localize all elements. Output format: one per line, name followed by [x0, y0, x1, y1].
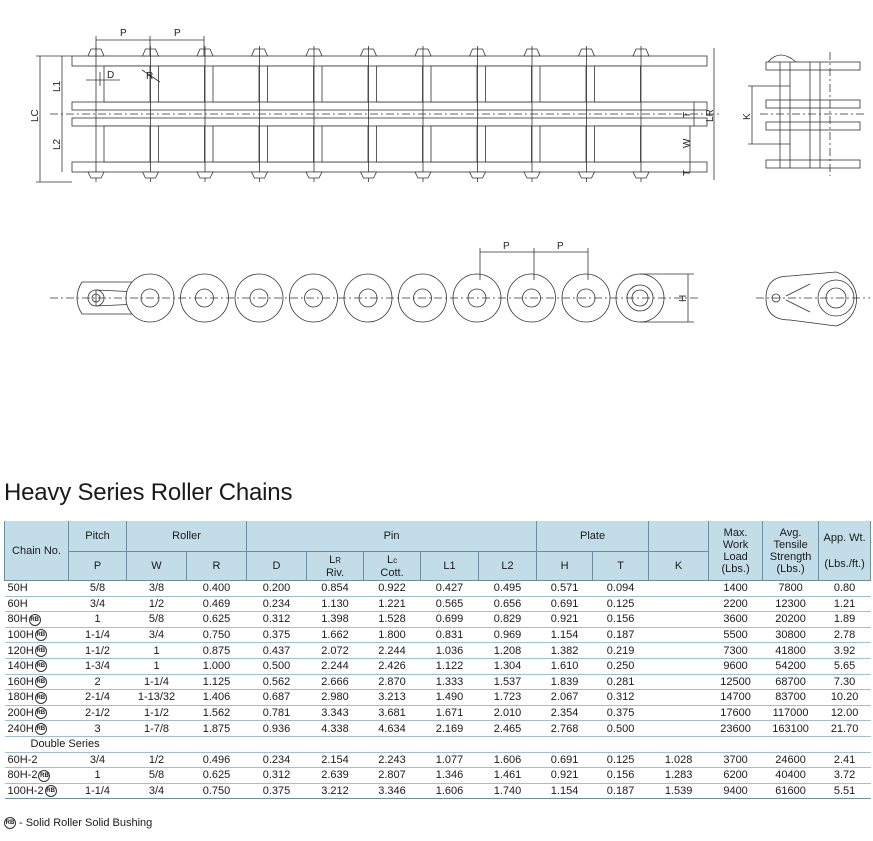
- table-cell: 1.221: [364, 596, 421, 612]
- table-cell: 41800: [763, 643, 819, 659]
- table-cell: 1.208: [479, 643, 537, 659]
- table-cell: 0.500: [247, 658, 307, 674]
- table-cell: 3.213: [364, 690, 421, 706]
- lr-label: LR: [705, 109, 716, 122]
- header-t: T: [593, 552, 649, 581]
- table-cell: 0.831: [421, 627, 479, 643]
- table-cell: 7800: [763, 581, 819, 597]
- table-cell: 3.212: [307, 783, 364, 799]
- rb-icon: RB: [35, 629, 47, 641]
- table-cell: 61600: [763, 783, 819, 799]
- table-cell: [649, 705, 709, 721]
- table-cell: 1.723: [479, 690, 537, 706]
- table-cell: 4.338: [307, 721, 364, 737]
- header-avg-tensile: Avg. Tensile Strength (Lbs.): [763, 521, 819, 581]
- table-row: [5, 752, 871, 768]
- chain-no-cell: 50H: [5, 581, 69, 597]
- table-cell: 83700: [763, 690, 819, 706]
- table-cell: 1/2: [127, 596, 187, 612]
- table-cell: 3: [69, 721, 127, 737]
- table-cell: 3/4: [69, 752, 127, 768]
- table-cell: 3/4: [69, 596, 127, 612]
- table-cell: 1.028: [649, 752, 709, 768]
- table-cell: 1.077: [421, 752, 479, 768]
- table-cell: 3700: [709, 752, 763, 768]
- table-cell: 0.427: [421, 581, 479, 597]
- table-row: [5, 705, 871, 721]
- table-cell: 10.20: [819, 690, 871, 706]
- header-chain-no: Chain No.: [5, 521, 69, 581]
- header-plate: Plate: [537, 521, 649, 552]
- table-cell: 1.671: [421, 705, 479, 721]
- table-cell: 1.398: [307, 612, 364, 628]
- rb-icon: RB: [35, 676, 47, 688]
- table-cell: 2.870: [364, 674, 421, 690]
- table-cell: 163100: [763, 721, 819, 737]
- table-cell: 0.495: [479, 581, 537, 597]
- header-lr: LR Riv.: [307, 552, 364, 581]
- pitch-label-2: P: [174, 28, 181, 39]
- rb-icon: RB: [35, 692, 47, 704]
- table-cell: 0.969: [479, 627, 537, 643]
- table-cell: 3/8: [127, 581, 187, 597]
- table-cell: 2200: [709, 596, 763, 612]
- d-label: D: [107, 70, 115, 81]
- section-label: Double Series: [5, 736, 871, 752]
- table-cell: 0.656: [479, 596, 537, 612]
- w-label: W: [682, 138, 693, 148]
- table-cell: 0.156: [593, 768, 649, 784]
- table-cell: 2.465: [479, 721, 537, 737]
- table-cell: 0.565: [421, 596, 479, 612]
- table-cell: 1.875: [187, 721, 247, 737]
- table-cell: 3.681: [364, 705, 421, 721]
- spec-table: [4, 521, 871, 799]
- header-app-wt: App. Wt. (Lbs./ft.): [819, 521, 871, 581]
- table-cell: 1.125: [187, 674, 247, 690]
- table-cell: 0.437: [247, 643, 307, 659]
- table-cell: 12300: [763, 596, 819, 612]
- table-cell: 12.00: [819, 705, 871, 721]
- table-row: [5, 674, 871, 690]
- legend-text: - Solid Roller Solid Bushing: [19, 817, 153, 829]
- table-cell: 1.839: [537, 674, 593, 690]
- table-cell: 0.687: [247, 690, 307, 706]
- header-l2: L2: [479, 552, 537, 581]
- table-row: [5, 658, 871, 674]
- header-pitch: Pitch: [69, 521, 127, 552]
- table-cell: 1.154: [537, 627, 593, 643]
- rb-icon: RB: [38, 770, 50, 782]
- header-l1: L1: [421, 552, 479, 581]
- table-cell: 1: [69, 768, 127, 784]
- table-cell: 0.496: [187, 752, 247, 768]
- table-cell: 2: [69, 674, 127, 690]
- header-k-group: [649, 521, 709, 552]
- table-cell: [649, 690, 709, 706]
- table-row: [5, 596, 871, 612]
- page-title: Heavy Series Roller Chains: [4, 479, 293, 506]
- table-cell: 0.125: [593, 596, 649, 612]
- chain-no-cell: 60H-2: [5, 752, 69, 768]
- table-cell: [649, 596, 709, 612]
- table-cell: 1-1/2: [127, 705, 187, 721]
- header-roller: Roller: [127, 521, 247, 552]
- table-cell: 0.400: [187, 581, 247, 597]
- header-k: K: [649, 552, 709, 581]
- table-cell: 1-1/4: [127, 674, 187, 690]
- table-cell: 0.936: [247, 721, 307, 737]
- table-cell: 0.156: [593, 612, 649, 628]
- table-row: [5, 581, 871, 597]
- table-cell: 2.169: [421, 721, 479, 737]
- table-cell: 1.800: [364, 627, 421, 643]
- rb-icon: RB: [45, 785, 57, 797]
- double-chain-end-view: [748, 52, 866, 176]
- table-cell: 1: [69, 612, 127, 628]
- table-cell: 9400: [709, 783, 763, 799]
- table-cell: 2.067: [537, 690, 593, 706]
- table-cell: 7300: [709, 643, 763, 659]
- table-cell: 1.740: [479, 783, 537, 799]
- table-cell: 0.187: [593, 783, 649, 799]
- header-h: H: [537, 552, 593, 581]
- spec-table-body: [5, 581, 871, 799]
- table-cell: 3/4: [127, 783, 187, 799]
- table-cell: 7.30: [819, 674, 871, 690]
- table-cell: 0.187: [593, 627, 649, 643]
- table-cell: 1.537: [479, 674, 537, 690]
- table-cell: 0.921: [537, 768, 593, 784]
- table-cell: 2.243: [364, 752, 421, 768]
- chain-no-cell: 240H RB: [5, 721, 69, 737]
- table-cell: 5.65: [819, 658, 871, 674]
- table-cell: 2.980: [307, 690, 364, 706]
- chain-no-cell: 80H RB: [5, 612, 69, 628]
- table-cell: 0.500: [593, 721, 649, 737]
- chain-no-cell: 120H RB: [5, 643, 69, 659]
- table-cell: 0.571: [537, 581, 593, 597]
- table-cell: 1-13/32: [127, 690, 187, 706]
- table-cell: 0.234: [247, 596, 307, 612]
- table-cell: 117000: [763, 705, 819, 721]
- table-cell: 0.875: [187, 643, 247, 659]
- table-cell: 1.283: [649, 768, 709, 784]
- table-cell: 0.829: [479, 612, 537, 628]
- table-cell: 5/8: [69, 581, 127, 597]
- table-cell: 0.691: [537, 596, 593, 612]
- table-cell: 0.250: [593, 658, 649, 674]
- rb-icon: RB: [35, 723, 47, 735]
- header-r: R: [187, 552, 247, 581]
- table-cell: 2.768: [537, 721, 593, 737]
- table-cell: 0.750: [187, 627, 247, 643]
- table-cell: 2.666: [307, 674, 364, 690]
- table-cell: 17600: [709, 705, 763, 721]
- pitch-label-4: P: [557, 241, 564, 252]
- table-cell: 0.922: [364, 581, 421, 597]
- table-cell: 5/8: [127, 612, 187, 628]
- table-cell: 1-3/4: [69, 658, 127, 674]
- table-cell: 1.000: [187, 658, 247, 674]
- table-cell: 1.528: [364, 612, 421, 628]
- pitch-label-3: P: [503, 241, 510, 252]
- table-cell: 6200: [709, 768, 763, 784]
- chain-no-cell: 180H RB: [5, 690, 69, 706]
- table-cell: 3.343: [307, 705, 364, 721]
- table-cell: 2.354: [537, 705, 593, 721]
- table-cell: [649, 658, 709, 674]
- header-lc: Lc Cott.: [364, 552, 421, 581]
- table-cell: 1.606: [479, 752, 537, 768]
- table-cell: 0.312: [593, 690, 649, 706]
- table-cell: 21.70: [819, 721, 871, 737]
- table-cell: 1: [127, 658, 187, 674]
- double-chain-top-view: [36, 36, 720, 182]
- table-cell: 12500: [709, 674, 763, 690]
- table-cell: 1-7/8: [127, 721, 187, 737]
- table-cell: 1.562: [187, 705, 247, 721]
- rb-icon: RB: [35, 707, 47, 719]
- t-label-2: T: [682, 169, 693, 176]
- rb-icon: RB: [35, 660, 47, 672]
- table-cell: 0.691: [537, 752, 593, 768]
- table-cell: 1.154: [537, 783, 593, 799]
- table-cell: 0.125: [593, 752, 649, 768]
- l1-label: L1: [52, 80, 63, 92]
- table-cell: 30800: [763, 627, 819, 643]
- table-cell: 0.80: [819, 581, 871, 597]
- table-cell: 1.036: [421, 643, 479, 659]
- table-cell: 0.562: [247, 674, 307, 690]
- table-cell: 2.072: [307, 643, 364, 659]
- table-cell: 0.312: [247, 768, 307, 784]
- chain-no-cell: 100H RB: [5, 627, 69, 643]
- table-cell: 1.304: [479, 658, 537, 674]
- table-cell: 1.21: [819, 596, 871, 612]
- table-cell: [649, 627, 709, 643]
- table-cell: 9600: [709, 658, 763, 674]
- table-cell: 2.639: [307, 768, 364, 784]
- header-d: D: [247, 552, 307, 581]
- rb-icon: RB: [29, 614, 41, 626]
- table-cell: 3600: [709, 612, 763, 628]
- table-cell: 4.634: [364, 721, 421, 737]
- h-label: H: [678, 294, 689, 302]
- table-cell: 1-1/4: [69, 627, 127, 643]
- table-cell: 1.382: [537, 643, 593, 659]
- table-cell: [649, 643, 709, 659]
- table-cell: 0.699: [421, 612, 479, 628]
- table-row: [5, 643, 871, 659]
- chain-no-cell: 160H RB: [5, 674, 69, 690]
- table-cell: 24600: [763, 752, 819, 768]
- table-cell: 0.625: [187, 768, 247, 784]
- table-cell: 2.010: [479, 705, 537, 721]
- table-row: [5, 783, 871, 799]
- header-w: W: [127, 552, 187, 581]
- table-cell: 3.346: [364, 783, 421, 799]
- table-cell: 0.469: [187, 596, 247, 612]
- rb-icon: RB: [4, 817, 16, 829]
- lc-label: LC: [30, 109, 41, 122]
- r-label: R: [146, 71, 154, 82]
- table-row: [5, 627, 871, 643]
- table-cell: 3.72: [819, 768, 871, 784]
- table-cell: 1.406: [187, 690, 247, 706]
- table-cell: 2-1/2: [69, 705, 127, 721]
- table-cell: 0.375: [593, 705, 649, 721]
- table-cell: 14700: [709, 690, 763, 706]
- table-row: [5, 768, 871, 784]
- table-row: [5, 690, 871, 706]
- table-cell: 20200: [763, 612, 819, 628]
- table-cell: 0.312: [247, 612, 307, 628]
- table-cell: 1.490: [421, 690, 479, 706]
- table-cell: 1.346: [421, 768, 479, 784]
- table-cell: [649, 612, 709, 628]
- t-label-1: T: [682, 111, 693, 118]
- chain-side-view: [50, 248, 700, 322]
- table-cell: 2.41: [819, 752, 871, 768]
- table-cell: 1-1/4: [69, 783, 127, 799]
- table-cell: 1.461: [479, 768, 537, 784]
- header-p: P: [69, 552, 127, 581]
- table-cell: 3/4: [127, 627, 187, 643]
- table-cell: 5500: [709, 627, 763, 643]
- chain-no-cell: 60H: [5, 596, 69, 612]
- table-cell: 0.625: [187, 612, 247, 628]
- table-cell: 0.234: [247, 752, 307, 768]
- table-cell: 1.89: [819, 612, 871, 628]
- k-label: K: [742, 113, 753, 120]
- table-cell: [649, 674, 709, 690]
- chain-no-cell: 100H-2 RB: [5, 783, 69, 799]
- header-pin: Pin: [247, 521, 537, 552]
- table-cell: 1400: [709, 581, 763, 597]
- header-max-work-load: Max. Work Load (Lbs.): [709, 521, 763, 581]
- table-cell: 2.244: [364, 643, 421, 659]
- pitch-label-1: P: [120, 28, 127, 39]
- table-cell: 1.122: [421, 658, 479, 674]
- table-cell: 1.610: [537, 658, 593, 674]
- table-cell: 0.200: [247, 581, 307, 597]
- table-cell: 5.51: [819, 783, 871, 799]
- section-row: [5, 736, 871, 752]
- table-cell: 1/2: [127, 752, 187, 768]
- table-cell: 1.606: [421, 783, 479, 799]
- table-cell: 0.281: [593, 674, 649, 690]
- table-cell: 2.807: [364, 768, 421, 784]
- table-cell: 3.92: [819, 643, 871, 659]
- table-cell: 1.539: [649, 783, 709, 799]
- table-cell: 0.750: [187, 783, 247, 799]
- rb-icon: RB: [35, 645, 47, 657]
- table-row: [5, 612, 871, 628]
- table-cell: 2.154: [307, 752, 364, 768]
- chain-no-cell: 140H RB: [5, 658, 69, 674]
- table-cell: [649, 721, 709, 737]
- table-cell: 5/8: [127, 768, 187, 784]
- table-cell: 0.921: [537, 612, 593, 628]
- table-cell: 54200: [763, 658, 819, 674]
- table-cell: 1.130: [307, 596, 364, 612]
- table-cell: 0.094: [593, 581, 649, 597]
- table-cell: 40400: [763, 768, 819, 784]
- table-cell: 0.781: [247, 705, 307, 721]
- legend: [4, 817, 152, 829]
- table-cell: [649, 581, 709, 597]
- table-cell: 1.333: [421, 674, 479, 690]
- table-cell: 2.426: [364, 658, 421, 674]
- table-cell: 2.78: [819, 627, 871, 643]
- chain-no-cell: 200H RB: [5, 705, 69, 721]
- table-cell: 0.854: [307, 581, 364, 597]
- chain-no-cell: 80H-2 RB: [5, 768, 69, 784]
- table-cell: 1.662: [307, 627, 364, 643]
- table-cell: 2-1/4: [69, 690, 127, 706]
- table-cell: 68700: [763, 674, 819, 690]
- table-cell: 0.219: [593, 643, 649, 659]
- table-cell: 23600: [709, 721, 763, 737]
- table-cell: 2.244: [307, 658, 364, 674]
- table-row: [5, 721, 871, 737]
- connecting-link-detail: [756, 272, 870, 326]
- table-cell: 0.375: [247, 627, 307, 643]
- table-cell: 1: [127, 643, 187, 659]
- table-cell: 0.375: [247, 783, 307, 799]
- l2-label: L2: [52, 138, 63, 150]
- table-cell: 1-1/2: [69, 643, 127, 659]
